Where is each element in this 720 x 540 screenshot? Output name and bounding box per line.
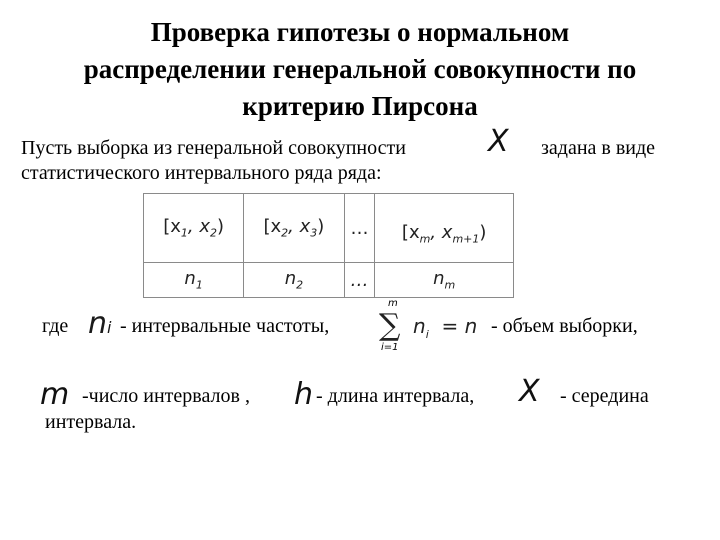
sum-upper-limit: m <box>388 298 398 309</box>
interval-table <box>143 193 514 298</box>
where-label: где <box>42 315 69 337</box>
freq-cell-ellipsis: … <box>344 263 375 298</box>
sum-formula <box>375 298 493 356</box>
ni-description: - интервальные частоты, <box>120 315 330 337</box>
interval-cell-m: [$x_m$, $x_{m+1}$) <box>375 194 514 263</box>
intro-text-1: Пусть выборка из генеральной совокупности <box>21 137 406 159</box>
sum-lower-limit: i=1 <box>381 342 399 353</box>
sum-expression: $n_i = n$ <box>413 314 478 341</box>
m-description: -число интервалов , <box>82 385 250 407</box>
freq-cell-m: $n_m$ <box>375 263 514 298</box>
title-line-2: распределении генеральной совокупности по <box>83 54 637 84</box>
last-line: интервала. <box>45 411 137 433</box>
freq-cell-2: $n_2$ <box>244 263 344 298</box>
interval-cell-ellipsis: … <box>344 194 375 263</box>
variable-m: m <box>40 377 70 412</box>
slide-title <box>0 14 720 125</box>
freq-cell-1: $n_1$ <box>144 263 244 298</box>
x-description: - середина <box>560 385 649 407</box>
intro-text-2: задана в виде <box>541 137 656 159</box>
title-line-1: Проверка гипотезы о нормальном <box>150 17 570 47</box>
variable-h: h <box>294 377 314 412</box>
variable-x: X <box>488 124 509 159</box>
ni-symbol: ni <box>88 306 112 341</box>
sum-description: - объем выборки, <box>491 315 638 337</box>
variable-x-mid: X <box>519 374 540 409</box>
title-line-3: критерию Пирсона <box>242 91 478 121</box>
intro-text-3: статистического интервального ряда ряда: <box>21 162 382 184</box>
sigma-icon: ∑ <box>379 308 401 343</box>
h-description: - длина интервала, <box>316 385 475 407</box>
interval-cell-2: [$x_2$, $x_3$) <box>244 194 344 263</box>
interval-cell-1: [$x_1$, $x_2$) <box>144 194 244 263</box>
